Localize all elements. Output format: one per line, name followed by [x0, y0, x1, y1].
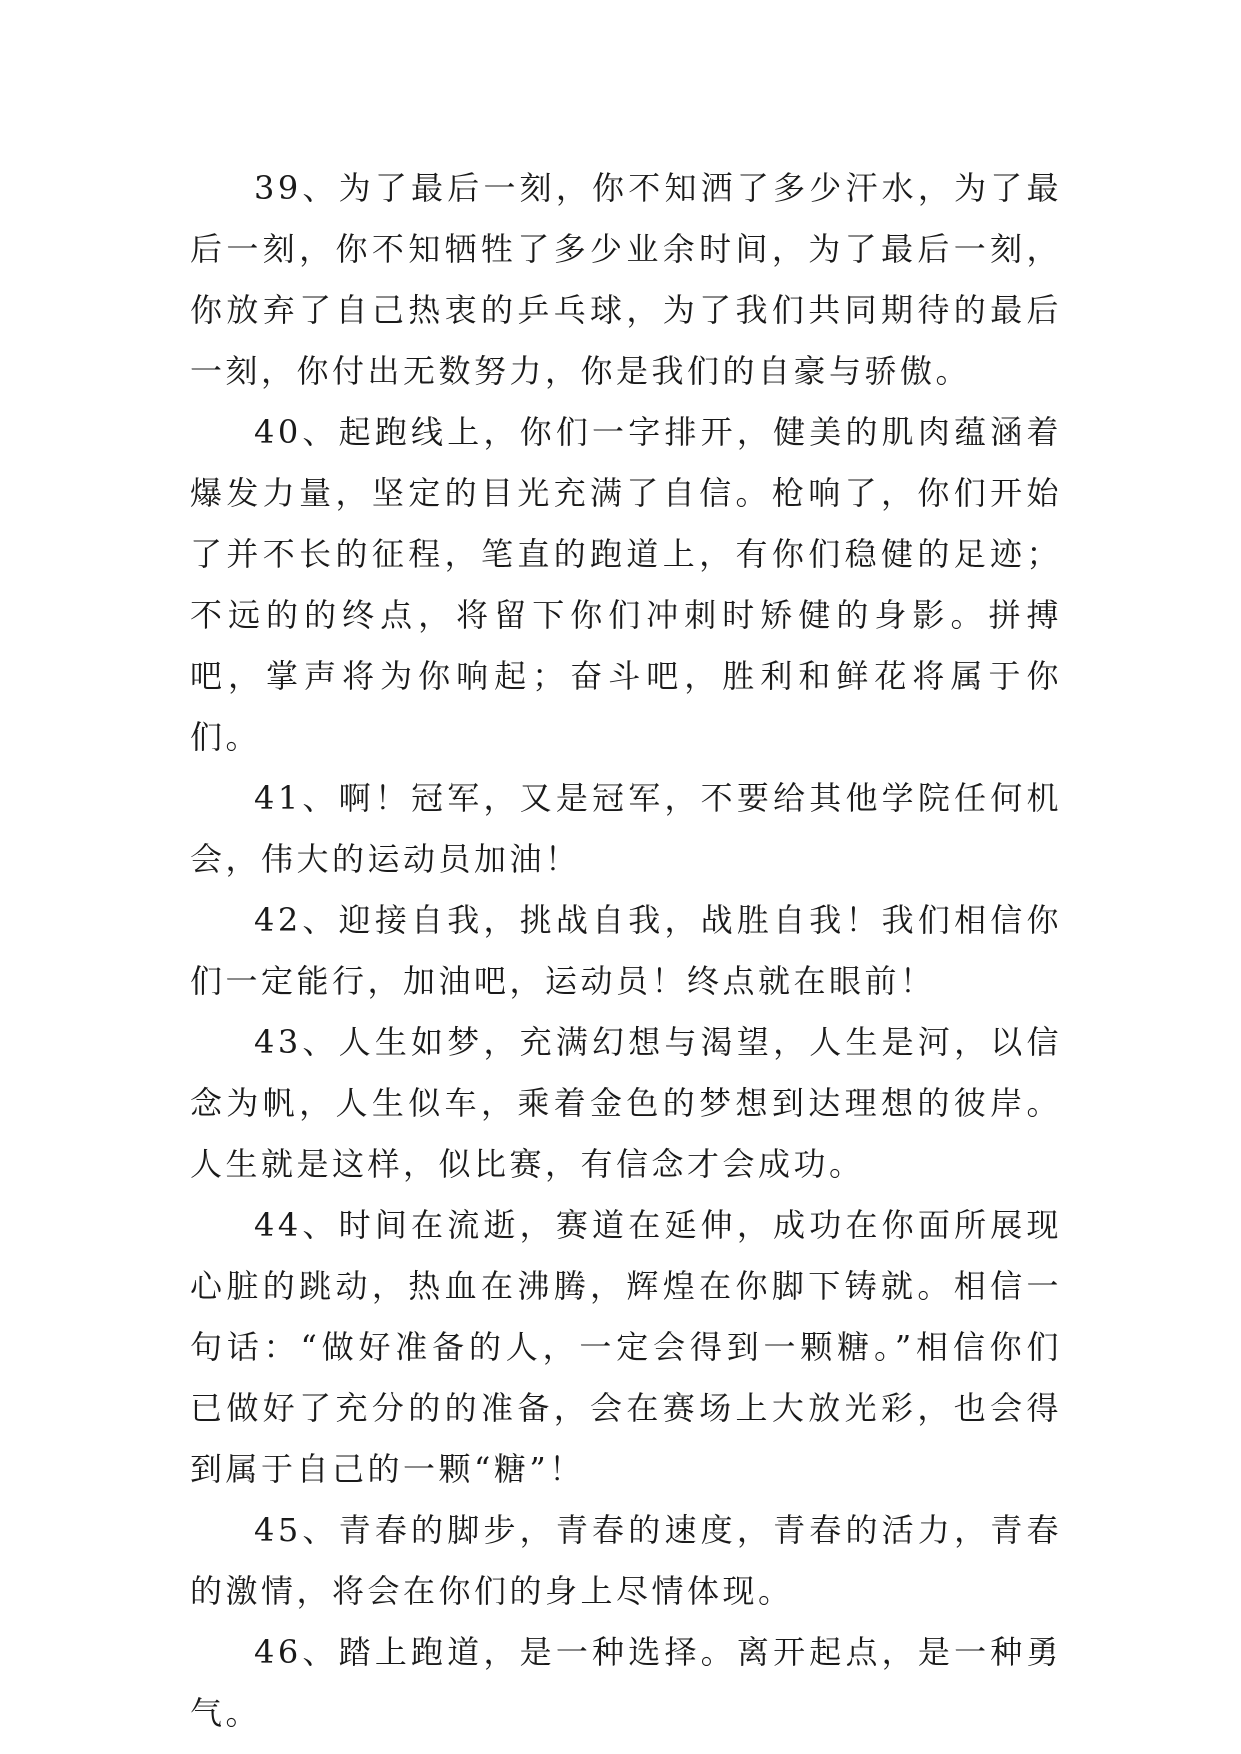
- paragraph-41: 41、啊！冠军，又是冠军，不要给其他学院任何机会，伟大的运动员加油！: [190, 779, 1062, 878]
- paragraph-40: 40、起跑线上，你们一字排开，健美的肌肉蕴涵着爆发力量，坚定的目光充满了自信。枪响了，你们开始了并不长的征程，笔直的跑道上，有你们稳健的足迹；不远的的终点，将留下你们冲刺时矫健的身影。拼搏吧，掌声将为你响起；奋斗吧，胜利和鲜花将属于你们。: [190, 413, 1062, 756]
- paragraph-42: 42、迎接自我，挑战自我，战胜自我！我们相信你们一定能行，加油吧，运动员！终点就在眼前！: [190, 901, 1062, 1000]
- paragraph-45: 45、青春的脚步，青春的速度，青春的活力，青春的激情，将会在你们的身上尽情体现。: [190, 1511, 1062, 1610]
- paragraph-46: 46、踏上跑道，是一种选择。离开起点，是一种勇气。: [190, 1633, 1062, 1732]
- paragraph-39: 39、为了最后一刻，你不知洒了多少汗水，为了最后一刻，你不知牺牲了多少业余时间，为了最后一刻，你放弃了自己热衷的乒乓球，为了我们共同期待的最后一刻，你付出无数努力，你是我们的自豪与骄傲。: [190, 169, 1062, 390]
- paragraph-44: 44、时间在流逝，赛道在延伸，成功在你面所展现心脏的跳动，热血在沸腾，辉煌在你脚下铸就。相信一句话：“做好准备的人，一定会得到一颗糖。”相信你们已做好了充分的的准备，会在赛场上大放光彩，也会得到属于自己的一颗“糖”！: [190, 1206, 1062, 1488]
- paragraph-43: 43、人生如梦，充满幻想与渴望，人生是河，以信念为帆，人生似车，乘着金色的梦想到达理想的彼岸。人生就是这样，似比赛，有信念才会成功。: [190, 1023, 1062, 1183]
- document-body: [190, 158, 1062, 1744]
